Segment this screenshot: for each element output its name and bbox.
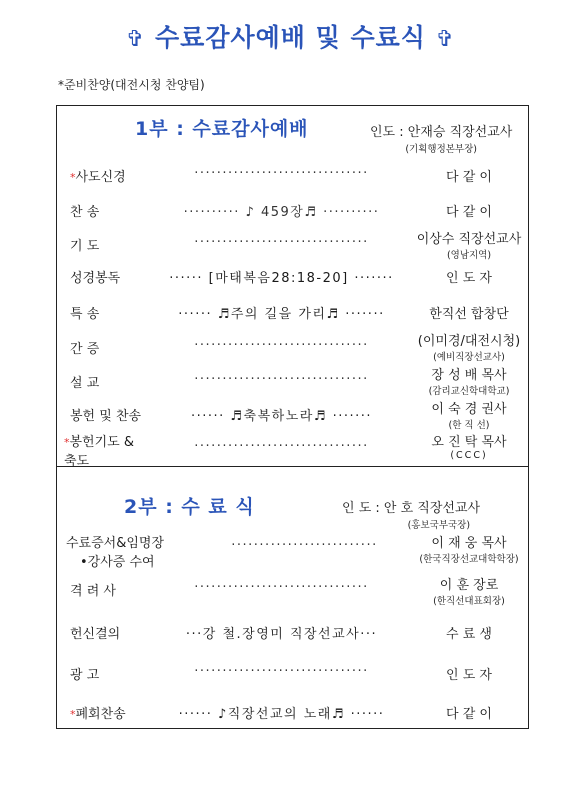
title-text: 수료감사예배 및 수료식 (155, 23, 426, 52)
program-row (56, 532, 529, 572)
row-label: 성경봉독 (70, 271, 121, 286)
row-detail: ······························· (194, 372, 369, 387)
cross-icon: ✞ (125, 27, 146, 52)
row-detail: ······························· (194, 166, 369, 181)
program-row (56, 703, 529, 723)
row-label: 격 려 사 (70, 584, 116, 599)
row-presenter: 이 숙 경 권사 (한 직 선) (431, 402, 507, 431)
row-presenter: 인 도 자 (446, 668, 492, 683)
row-label: 찬 송 (70, 205, 100, 220)
stand-marker: * (70, 708, 76, 721)
row-detail: ·········· ♪ 459장♬ ·········· (183, 205, 380, 220)
program-row (56, 664, 529, 684)
row-presenter: 한직선 합창단 (429, 307, 509, 322)
stand-marker: * (70, 171, 76, 184)
cross-icon: ✞ (435, 27, 456, 52)
row-presenter: 이 재 웅 목사 (한국직장선교대학학장) (419, 536, 519, 565)
program-row (56, 201, 529, 221)
prelude-note: *준비찬양(대전시청 찬양팀) (58, 78, 205, 92)
row-detail: ······ [마태복음28:18-20] ······· (169, 271, 394, 286)
row-label: 광 고 (70, 668, 100, 683)
row-label: 봉헌 및 찬송 (70, 409, 142, 424)
row-presenter: (이미경/대전시청) (예비직장선교사) (417, 334, 521, 363)
row-detail: ······ ♬축복하노라♬ ······· (190, 409, 373, 424)
row-label: 설 교 (70, 376, 100, 391)
row-label: 헌신결의 (70, 627, 121, 642)
row-detail: ·························· (231, 538, 378, 553)
stand-marker: * (64, 436, 70, 449)
row-label: *봉헌기도 & 축도 (64, 435, 135, 469)
row-presenter: 이 훈 장로 (한직선대표회장) (433, 578, 505, 607)
row-presenter: 장 성 배 목사 (감리교신학대학교) (428, 368, 510, 397)
part1-leader-role: (기획행정본부장) (405, 144, 477, 155)
part1-leader-name: 인도 : 안재승 직장선교사 (370, 125, 513, 140)
program-row (56, 574, 529, 607)
row-label: *사도신경 (70, 170, 126, 185)
row-presenter: 오 진 탁 목사 (CCC) (431, 435, 507, 461)
row-presenter: 다 같 이 (446, 707, 492, 722)
row-detail: ······························· (194, 235, 369, 250)
row-presenter: 다 같 이 (446, 170, 492, 185)
row-presenter: 다 같 이 (446, 205, 492, 220)
row-detail: ······························· (194, 439, 369, 454)
row-label: 수료증서&임명장 •강사증 수여 (66, 536, 165, 570)
row-presenter: 수 료 생 (446, 627, 492, 642)
program-row (56, 166, 529, 186)
row-detail: ······························· (194, 580, 369, 595)
page-title (0, 18, 581, 54)
program-row (56, 228, 529, 261)
part2-title: 2부 : 수 료 식 (124, 496, 255, 518)
row-detail: ······························· (194, 338, 369, 353)
row-label: *폐회찬송 (70, 707, 126, 722)
program-row (56, 431, 529, 467)
row-detail: ······ ♪직장선교의 노래♬ ······ (178, 707, 385, 722)
row-detail: ······························· (194, 664, 369, 679)
row-presenter: 인 도 자 (446, 271, 492, 286)
part2-leader-role: (홍보국부국장) (407, 520, 471, 531)
program-row (56, 303, 529, 323)
part2-leader-name: 인 도 : 안 호 직장선교사 (342, 501, 481, 516)
row-detail: ···강 철.장영미 직장선교사··· (185, 627, 378, 642)
program-row (56, 364, 529, 397)
part1-leader (370, 121, 512, 155)
row-presenter: 이상수 직장선교사 (영남지역) (416, 232, 522, 261)
program-row (56, 267, 529, 287)
row-label: 간 증 (70, 342, 100, 357)
program-row (56, 623, 529, 643)
part1-title: 1부 : 수료감사예배 (135, 118, 309, 140)
program-row (56, 398, 529, 431)
row-label: 기 도 (70, 239, 100, 254)
program-row (56, 330, 529, 363)
row-detail: ······ ♬주의 길을 가리♬ ······· (178, 307, 385, 322)
row-label: 특 송 (70, 307, 100, 322)
part2-leader (342, 497, 480, 531)
